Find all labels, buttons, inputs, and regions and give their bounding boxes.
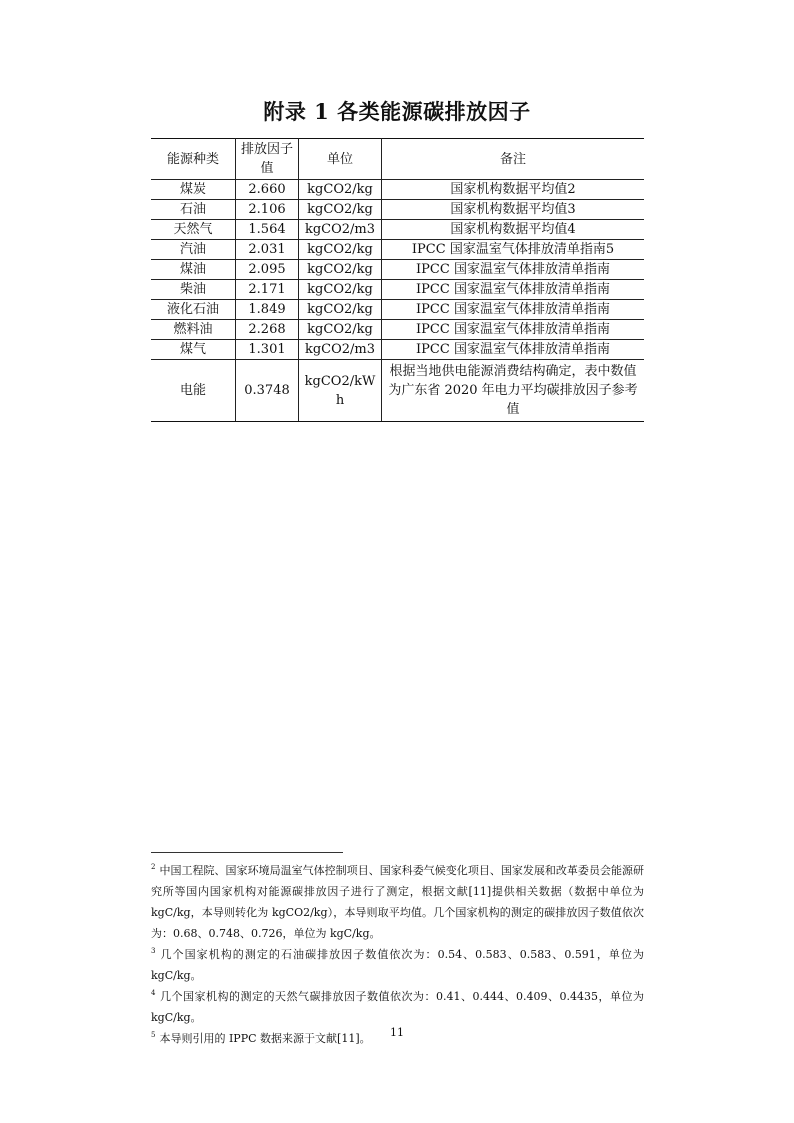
cell-factor: 2.095 bbox=[236, 260, 299, 280]
cell-note: IPCC 国家温室气体排放清单指南 bbox=[382, 340, 645, 360]
footnote-text: 几个国家机构的测定的石油碳排放因子数值依次为：0.54、0.583、0.583、0.591，单位为 kgC/kg。 bbox=[151, 948, 644, 982]
cell-note: 国家机构数据平均值2 bbox=[382, 180, 645, 200]
cell-energy-type: 煤油 bbox=[151, 260, 236, 280]
footnote-mark: 5 bbox=[151, 1031, 156, 1040]
table-row bbox=[151, 300, 644, 320]
cell-note: IPCC 国家温室气体排放清单指南 bbox=[382, 320, 645, 340]
cell-note: IPCC 国家温室气体排放清单指南 bbox=[382, 300, 645, 320]
header-energy-type: 能源种类 bbox=[151, 139, 236, 180]
cell-note: 国家机构数据平均值3 bbox=[382, 200, 645, 220]
header-unit: 单位 bbox=[299, 139, 382, 180]
footnote-separator bbox=[151, 852, 343, 853]
cell-note: IPCC 国家温室气体排放清单指南 bbox=[382, 280, 645, 300]
cell-factor: 2.268 bbox=[236, 320, 299, 340]
cell-energy-type: 液化石油 bbox=[151, 300, 236, 320]
cell-unit: kgCO2/kWh bbox=[299, 360, 382, 422]
cell-unit: kgCO2/kg bbox=[299, 320, 382, 340]
cell-unit: kgCO2/kg bbox=[299, 200, 382, 220]
footnotes bbox=[151, 860, 644, 1049]
cell-factor: 2.031 bbox=[236, 240, 299, 260]
cell-factor: 2.106 bbox=[236, 200, 299, 220]
footnote-2 bbox=[151, 860, 644, 944]
table-row bbox=[151, 320, 644, 340]
cell-note: IPCC 国家温室气体排放清单指南 bbox=[382, 260, 645, 280]
table-row bbox=[151, 220, 644, 240]
cell-note: 根据当地供电能源消费结构确定，表中数值为广东省 2020 年电力平均碳排放因子参考值 bbox=[382, 360, 645, 422]
cell-factor: 2.660 bbox=[236, 180, 299, 200]
cell-factor: 2.171 bbox=[236, 280, 299, 300]
cell-energy-type: 柴油 bbox=[151, 280, 236, 300]
table-row bbox=[151, 260, 644, 280]
cell-factor: 1.301 bbox=[236, 340, 299, 360]
header-note: 备注 bbox=[382, 139, 645, 180]
table-row bbox=[151, 360, 644, 422]
cell-energy-type: 汽油 bbox=[151, 240, 236, 260]
cell-factor: 0.3748 bbox=[236, 360, 299, 422]
cell-note: IPCC 国家温室气体排放清单指南5 bbox=[382, 240, 645, 260]
table-row bbox=[151, 280, 644, 300]
cell-energy-type: 煤炭 bbox=[151, 180, 236, 200]
cell-unit: kgCO2/kg bbox=[299, 260, 382, 280]
page-title: 附录 1 各类能源碳排放因子 bbox=[263, 99, 531, 124]
footnote-mark: 3 bbox=[151, 947, 156, 956]
cell-unit: kgCO2/kg bbox=[299, 240, 382, 260]
cell-energy-type: 石油 bbox=[151, 200, 236, 220]
cell-energy-type: 电能 bbox=[151, 360, 236, 422]
table-row bbox=[151, 340, 644, 360]
footnote-text: 本导则引用的 IPPC 数据来源于文献[11]。 bbox=[159, 1032, 371, 1045]
table-row bbox=[151, 240, 644, 260]
footnote-mark: 2 bbox=[151, 863, 156, 872]
header-emission-factor: 排放因子值 bbox=[236, 139, 299, 180]
cell-unit: kgCO2/m3 bbox=[299, 340, 382, 360]
footnote-text: 中国工程院、国家环境局温室气体控制项目、国家科委气候变化项目、国家发展和改革委员会能源研究所等国内国家机构对能源碳排放因子进行了测定，根据文献[11]提供相关数据（数据中单位为 kgC/kg，本导则转化为 kgCO2/kg），本导则取平均值。几个国家机构的测定的碳排放因子数值依次为：0.68、0.748、0.726，单位为 kgC/kg。 bbox=[151, 864, 644, 940]
cell-factor: 1.849 bbox=[236, 300, 299, 320]
cell-energy-type: 燃料油 bbox=[151, 320, 236, 340]
cell-energy-type: 煤气 bbox=[151, 340, 236, 360]
emission-factor-table bbox=[151, 138, 644, 422]
table-row bbox=[151, 200, 644, 220]
cell-factor: 1.564 bbox=[236, 220, 299, 240]
cell-energy-type: 天然气 bbox=[151, 220, 236, 240]
cell-unit: kgCO2/kg bbox=[299, 180, 382, 200]
table-row bbox=[151, 180, 644, 200]
cell-unit: kgCO2/kg bbox=[299, 280, 382, 300]
page-number: 11 bbox=[390, 1026, 404, 1039]
footnote-3 bbox=[151, 944, 644, 986]
footnote-mark: 4 bbox=[151, 989, 156, 998]
footnote-4 bbox=[151, 986, 644, 1028]
table-header-row bbox=[151, 139, 644, 180]
cell-unit: kgCO2/kg bbox=[299, 300, 382, 320]
cell-unit: kgCO2/m3 bbox=[299, 220, 382, 240]
footnote-text: 几个国家机构的测定的天然气碳排放因子数值依次为：0.41、0.444、0.409、0.4435，单位为 kgC/kg。 bbox=[151, 990, 644, 1024]
cell-note: 国家机构数据平均值4 bbox=[382, 220, 645, 240]
